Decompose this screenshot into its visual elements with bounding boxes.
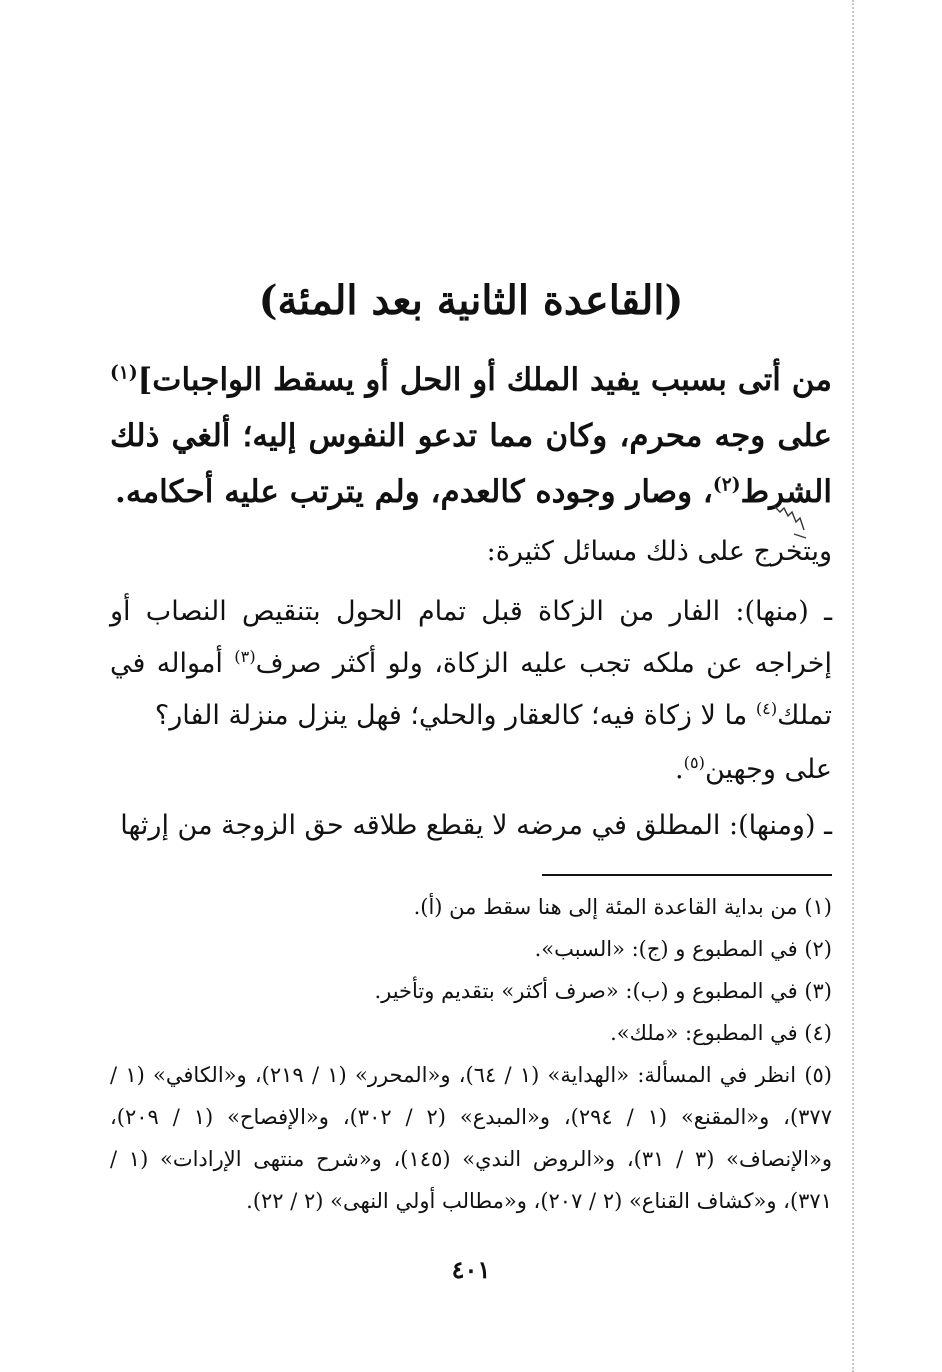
example-1-paragraph [110,586,832,742]
example-1-text-part-1: ـ (منها): الفار من الزكاة قبل تمام الحول بتنقيص النصاب أو إخراجه عن ملكه تجب عليه الزكاة، ولو أكثر صرف [110,596,832,679]
footnote-1: (١) من بداية القاعدة المئة إلى هنا سقط من (أ). [413,895,832,919]
rule-text-part-2: على وجه محرم، وكان مما تدعو النفوس إليه؛ ألغي ذلك الشرط [110,418,832,510]
rule-text-part-3: ، وصار وجوده كالعدم، ولم يترتب عليه أحكامه. [115,474,713,510]
rule-text-part-1: من أتى بسبب يفيد الملك أو الحل أو يسقط الواجبات] [137,362,832,398]
example-1-text-part-2: أمواله في تملك [110,648,832,731]
footnote-2: (٢) في المطبوع و (ج): «السبب». [534,937,832,961]
footnote-separator [542,874,832,876]
rule-title: (القاعدة الثانية بعد المئة) [258,276,684,324]
footnote-ref-4: (٤) [755,699,778,718]
intro-paragraph: ويتخرج على ذلك مسائل كثيرة: [486,536,832,567]
rule-statement [110,352,832,520]
footnote-ref-2: (٢) [712,474,741,496]
footnote-ref-5: (٥) [683,753,705,772]
two-views-text: على وجهين [704,754,832,785]
two-views-period: . [675,754,684,785]
footnote-5: (٥) انظر في المسألة: «الهداية» (١ / ٦٤)، و«المحرر» (١ / ٢١٩)، و«الكافي» (١ / ٣٧٧)، و«المقنع» (١ / ٢٩٤)، و«المبدع» (٢ / ٣٠٢)، و«الإفصاح» (١ / ٢٠٩)، و«الإنصاف» (٣ / ٣١)، و«الروض الندي» (١٤٥)، و«شرح منتهى الإرادات» (١ / ٣٧١)، و«كشاف القناع» (٢ / ٢٠٧)، و«مطالب أولي النهى» (٢ / ٢٢). [110,1063,832,1213]
footnote-ref-1: (١) [110,362,138,384]
footnotes-section [110,886,832,1222]
footnote-4: (٤) في المطبوع: «ملك». [610,1021,832,1045]
footnote-3: (٣) في المطبوع و (ب): «صرف أكثر» بتقديم وتأخير. [374,979,832,1003]
page-edge-dotted-line [852,0,854,1372]
footnote-ref-3: (٣) [234,647,256,666]
page-number: ٤٠١ [451,1255,491,1284]
two-views-paragraph [110,744,832,796]
example-1-text-part-3: ما لا زكاة فيه؛ كالعقار والحلي؛ فهل ينزل منزلة الفار؟ [154,700,756,731]
example-2-paragraph: ـ (ومنها): المطلق في مرضه لا يقطع طلاقه حق الزوجة من إرثها [120,810,832,841]
